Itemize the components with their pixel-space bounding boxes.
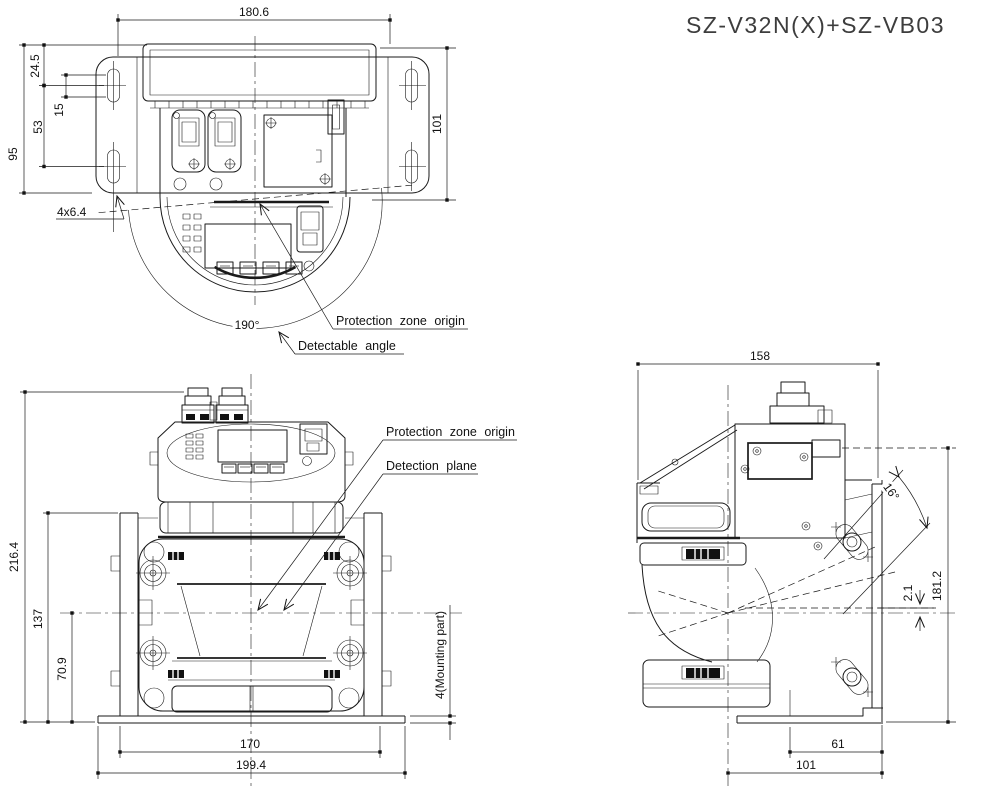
leader-detectable-angle	[279, 332, 404, 354]
dims-top-view	[6, 5, 456, 219]
access-panel-top	[264, 100, 344, 187]
drawing-title: SZ-V32N(X)+SZ-VB03	[686, 12, 945, 38]
display-top	[205, 224, 291, 268]
dim-overall-width-top: 180.6	[238, 5, 270, 19]
housing-top	[143, 44, 376, 197]
port-block-top	[297, 206, 323, 252]
dim-overall-width-front: 199.4	[235, 758, 267, 772]
led-indicators-top	[183, 214, 201, 252]
port-block-front	[300, 424, 327, 454]
dim-bracket-height: 95	[6, 147, 20, 161]
label-protection-zone-origin-front: Protection zone origin	[386, 425, 515, 439]
dim-mounting-plate: 4(Mounting part)	[433, 610, 447, 700]
front-view	[7, 374, 517, 786]
dim-mounting-width: 170	[239, 737, 261, 751]
dims-side-view	[638, 349, 956, 779]
scan-window-front	[158, 502, 345, 537]
dim-bracket-top-height: 137	[31, 608, 45, 630]
dim-detectable-angle: 190°	[234, 318, 260, 332]
dim-overall-height: 216.4	[7, 541, 21, 573]
dim-depth-to-origin: 101	[430, 113, 444, 135]
scanner-body-side	[637, 382, 845, 716]
cable-connectors-front	[182, 388, 248, 423]
buttons-front	[222, 464, 284, 473]
leader-protection-zone-origin-front	[258, 425, 517, 610]
display-front	[218, 430, 287, 462]
mounting-bracket-top	[96, 57, 429, 232]
dim-plane-height: 70.9	[55, 657, 69, 681]
dim-slot-length: 15	[52, 103, 66, 117]
label-detectable-angle: Detectable angle	[298, 339, 396, 353]
dim-plane-offset: 2.1	[901, 584, 915, 602]
cable-connectors-top	[172, 110, 241, 190]
led-indicators-front	[186, 434, 203, 459]
scanner-head-front	[150, 422, 353, 502]
detection-fan-lines	[655, 547, 895, 636]
side-view	[628, 349, 958, 786]
dim-connector-height: 181.2	[930, 570, 944, 602]
dims-front-view	[7, 392, 456, 779]
dim-mounting-holes: 4x6.4	[57, 205, 87, 219]
wall-bracket-side	[737, 480, 883, 723]
dim-slot-spacing: 53	[31, 120, 45, 134]
dim-bracket-depth: 61	[831, 737, 845, 751]
label-protection-zone-origin-top: Protection zone origin	[336, 314, 465, 328]
dim-slot-center-offset: 24.5	[28, 54, 42, 78]
dim-tilt-angle: 16°	[880, 480, 903, 504]
dim-overall-depth: 158	[749, 349, 771, 363]
side-connector	[812, 440, 840, 457]
label-detection-plane: Detection plane	[386, 459, 477, 473]
top-view	[6, 5, 468, 354]
dim-base-depth: 101	[795, 758, 817, 772]
